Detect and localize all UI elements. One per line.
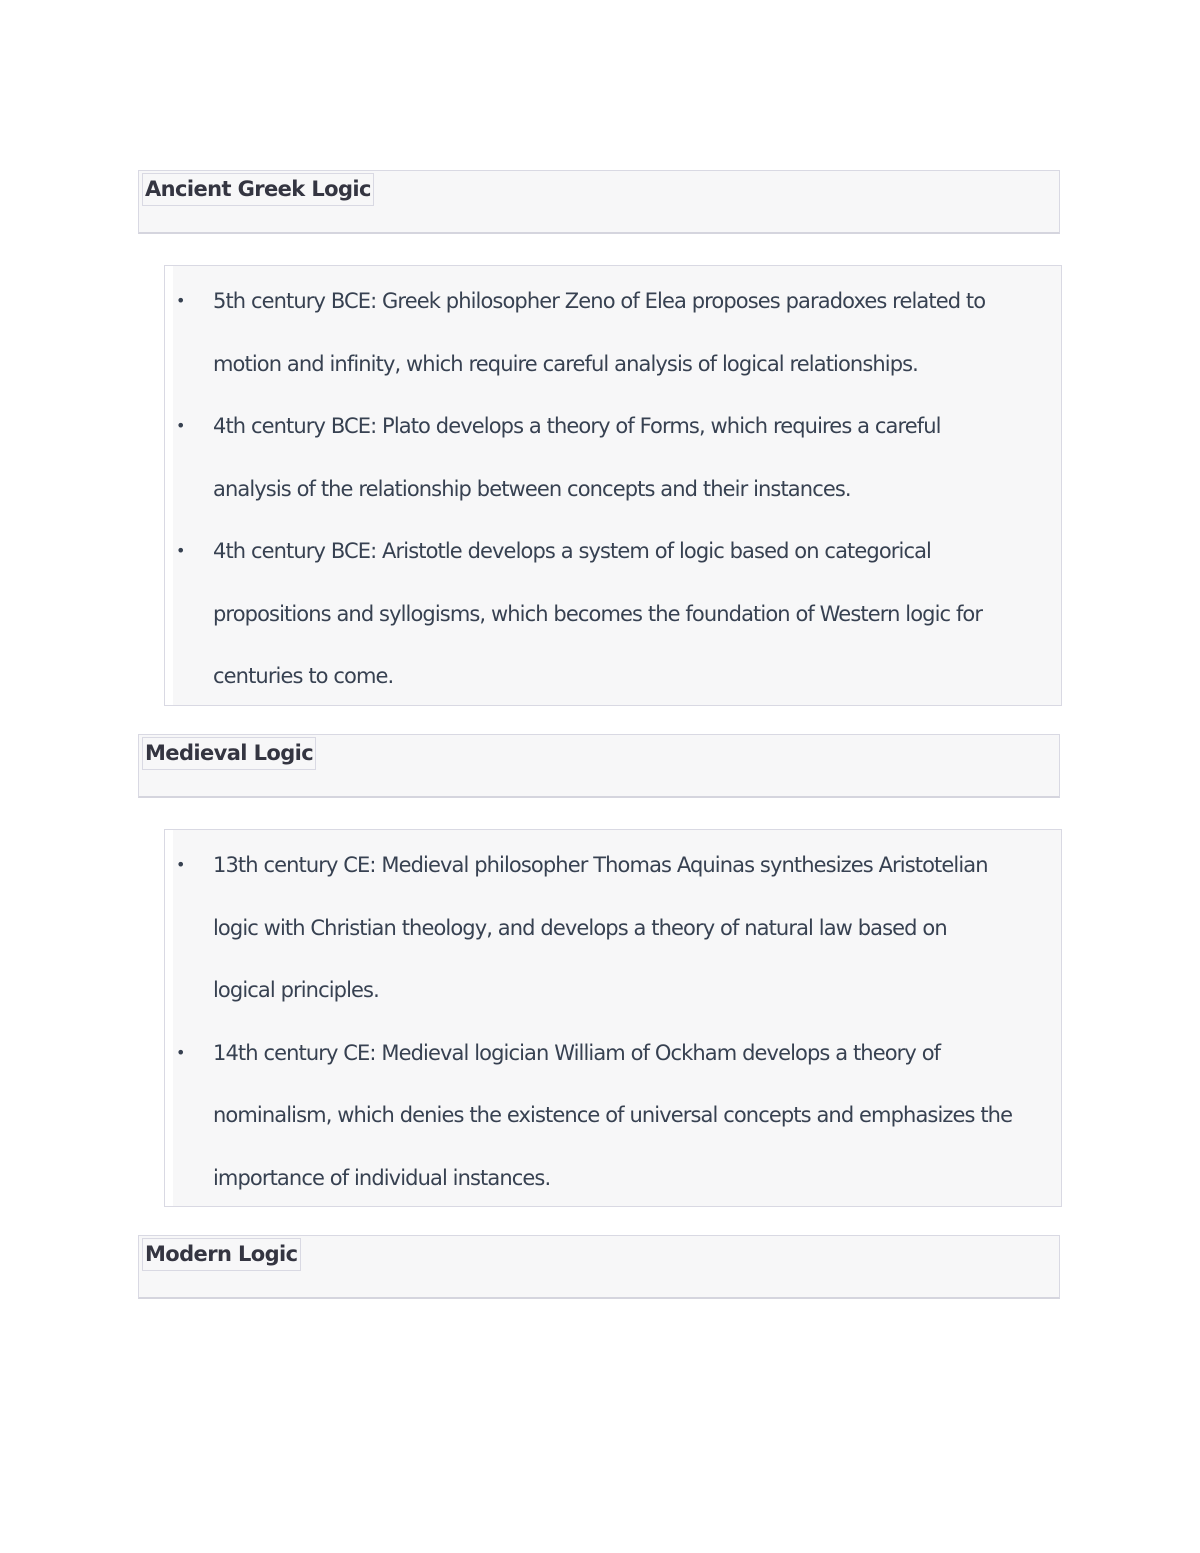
list-item [165, 270, 1061, 395]
item-line: 13th century CE: Medieval philosopher Thomas Aquinas synthesizes Aristotelian [213, 853, 988, 877]
bullet-icon: • [176, 855, 185, 874]
bullet-icon: • [176, 1042, 185, 1062]
item-line: 4th century BCE: Aristotle develops a system of logic based on categorical [213, 539, 931, 563]
list-item [165, 395, 1061, 520]
item-line: propositions and syllogisms, which becomes the foundation of Western logic for [213, 601, 983, 626]
list-item [165, 1022, 1061, 1210]
timeline-list-medieval [164, 829, 1062, 1207]
section-heading: Modern Logic [142, 1238, 301, 1271]
item-line: logic with Christian theology, and develops a theory of natural law based on [213, 915, 947, 940]
item-line: 14th century CE: Medieval logician William of Ockham develops a theory of [213, 1040, 941, 1065]
item-line: centuries to come. [213, 664, 394, 688]
item-line: 5th century BCE: Greek philosopher Zeno of Elea proposes paradoxes related to [213, 289, 986, 313]
item-line: analysis of the relationship between concepts and their instances. [213, 476, 851, 501]
section-heading-box-modern [138, 1235, 1060, 1299]
timeline-list-ancient-greek [164, 265, 1062, 706]
item-line: nominalism, which denies the existence of universal concepts and emphasizes the [213, 1103, 1013, 1127]
item-line: motion and infinity, which require careful analysis of logical relationships. [213, 351, 918, 376]
bullet-icon: • [176, 541, 185, 560]
section-heading-box-medieval [138, 734, 1060, 798]
bullet-icon: • [176, 291, 185, 310]
section-heading: Medieval Logic [142, 737, 316, 770]
item-line: importance of individual instances. [213, 1165, 551, 1190]
item-line: 4th century BCE: Plato develops a theory of Forms, which requires a careful [213, 414, 941, 438]
list-item [165, 834, 1061, 1022]
item-line: logical principles. [213, 978, 379, 1002]
section-heading: Ancient Greek Logic [142, 173, 374, 206]
section-heading-box-ancient-greek [138, 170, 1060, 234]
list-item [165, 520, 1061, 708]
bullet-icon: • [176, 416, 185, 435]
